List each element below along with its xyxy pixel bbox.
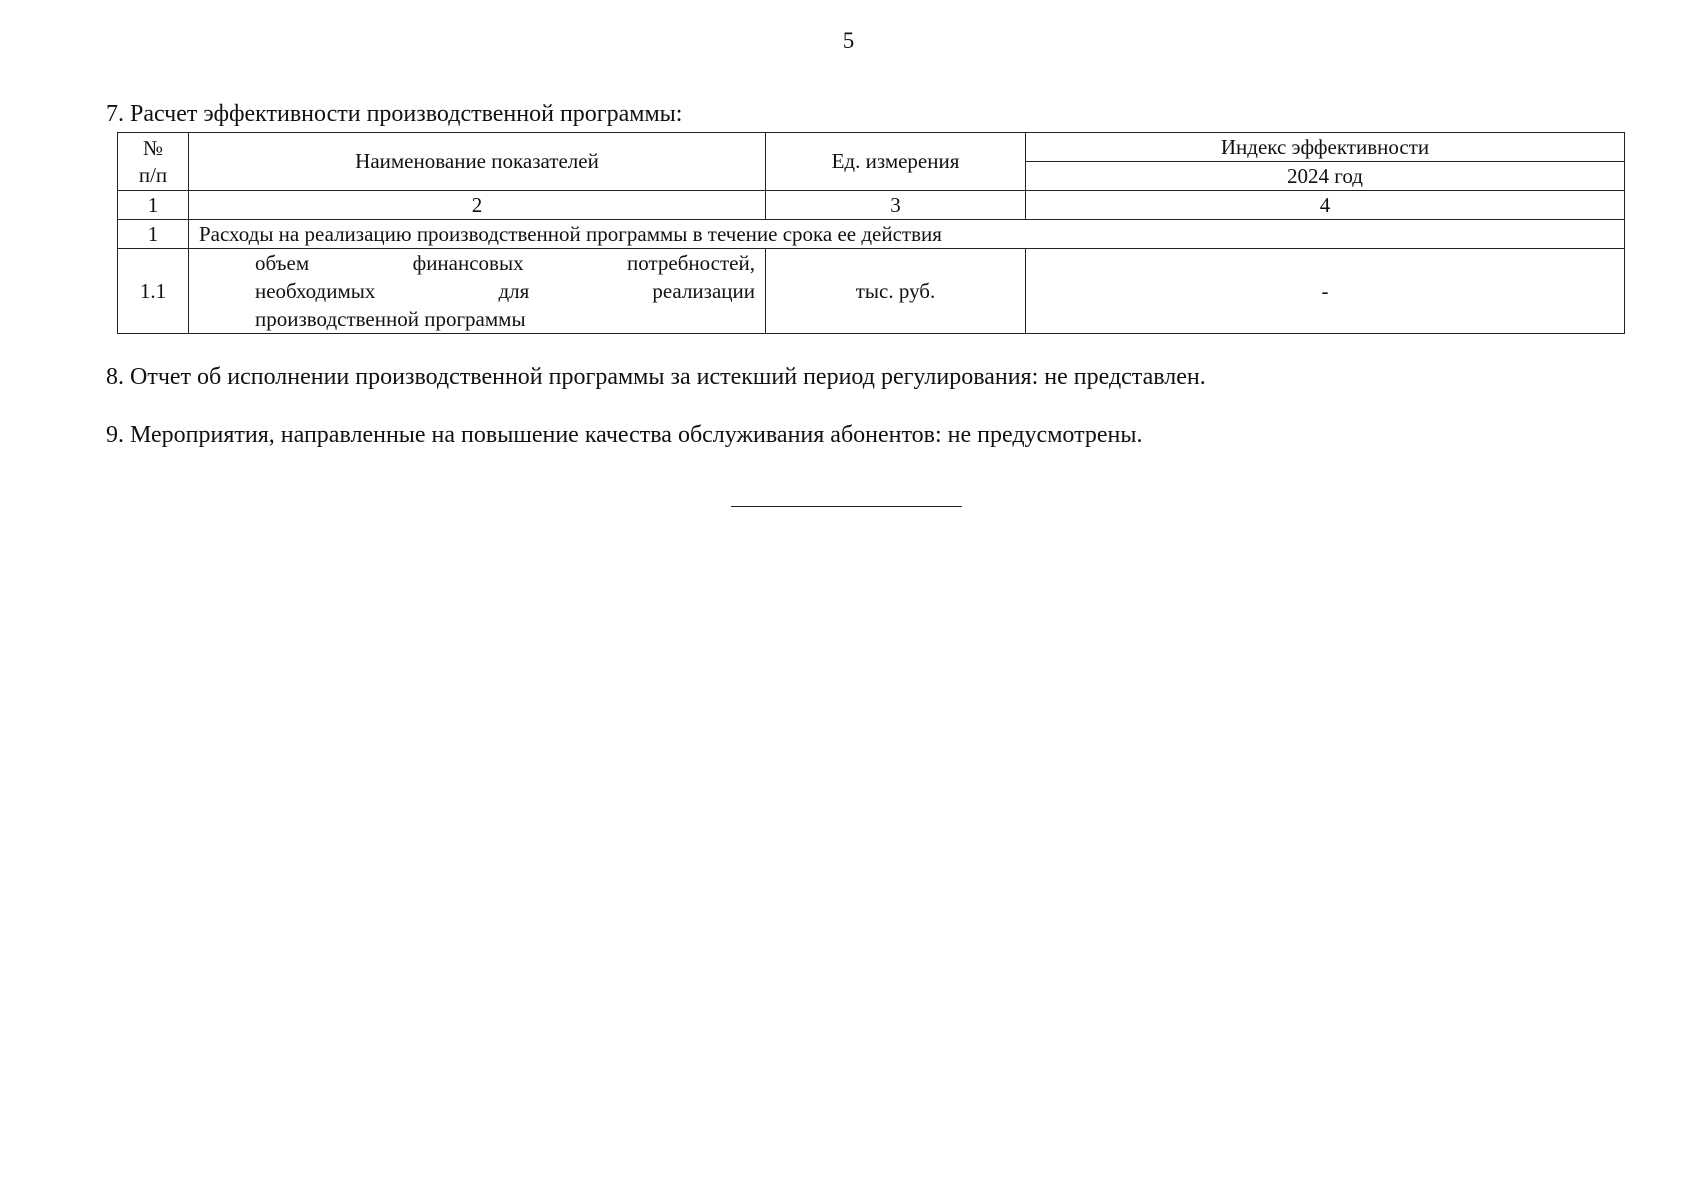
row-name [189,249,766,334]
header-num-cell [118,133,189,191]
column-number-cell: 4 [1026,191,1625,220]
group-row-title: Расходы на реализацию производственной программы в течение срока ее действия [189,220,1625,249]
column-number-cell: 3 [766,191,1026,220]
section-8-paragraph: 8. Отчет об исполнении производственной программы за истекший период регулирования: не представлен. [106,364,1206,390]
header-index-year-cell: 2024 год [1026,162,1625,191]
header-index-group-cell: Индекс эффективности [1026,133,1625,162]
column-numbers-row [118,191,1625,220]
efficiency-table [117,132,1625,334]
row-name-line: производственной программы [255,307,526,331]
header-name-cell: Наименование показателей [189,133,766,191]
row-unit: тыс. руб. [766,249,1026,334]
header-num-line1: № [142,135,164,160]
section-9-paragraph: 9. Мероприятия, направленные на повышение качества обслуживания абонентов: не предусмотрены. [106,422,1143,448]
row-name-line: объем финансовых потребностей, [255,251,755,275]
row-name-line: необходимых для реализации [255,279,755,303]
section-7-heading: 7. Расчет эффективности производственной программы: [106,101,683,127]
row-num: 1.1 [118,249,189,334]
header-unit-cell: Ед. измерения [766,133,1026,191]
group-row-num: 1 [118,220,189,249]
table-row [118,249,1625,334]
header-num-line2: п/п [138,162,168,187]
column-number-cell: 1 [118,191,189,220]
page-number: 5 [842,28,855,53]
group-row [118,220,1625,249]
row-value: - [1026,249,1625,334]
column-number-cell: 2 [189,191,766,220]
end-of-document-rule [731,506,962,507]
